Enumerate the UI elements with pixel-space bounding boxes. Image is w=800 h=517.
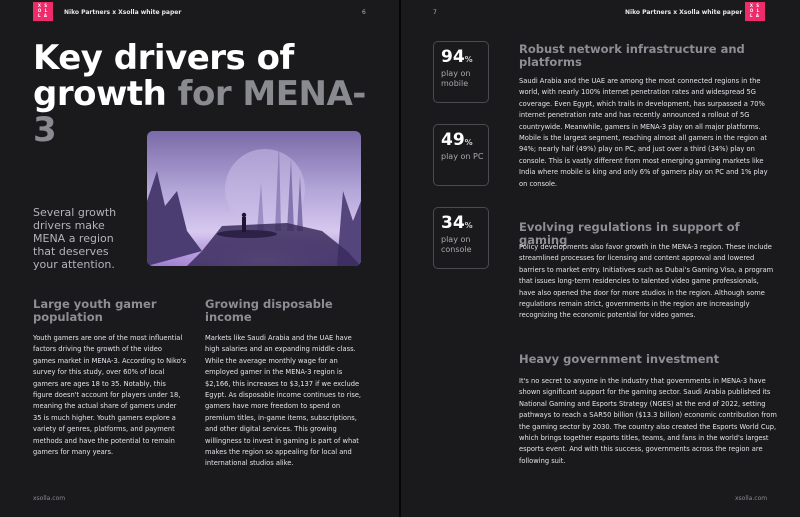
stat-card-console <box>433 207 489 269</box>
page-number: 6 <box>362 9 366 16</box>
section-body: Saudi Arabia and the UAE are among the most connected regions in the world, with nearly 100% internet penetration rates and widespread 5G coverage. Even Egypt, which trails in development, has surpassed a 70% internet penetration rate and has recently announced a rollout of 5G countrywide. Meanwhile, gamers in MENA-3 play on all major platforms. Mobile is the largest segment, reaching almost all gamers in the region at 94%; nearly half (49%) play on PC, and just over a third (34%) play on console. This is vastly different from most emerging gaming markets like India where mobile is king and only 6% of gamers play on PC and 1% play on console. <box>519 77 768 188</box>
logo-text-line: X S <box>749 3 761 8</box>
stat-label: play on PC <box>441 152 484 161</box>
logo-text-line: O L <box>37 8 49 13</box>
logo-text-line: L A <box>749 13 761 18</box>
stat-label: play on mobile <box>441 69 471 88</box>
xsolla-logo <box>33 2 53 21</box>
running-header: Niko Partners x Xsolla white paper <box>64 9 182 16</box>
section-body: Youth gamers are one of the most influential factors driving the growth of the video games market in MENA-3. According to Niko's survey for this study, over 60% of local gamers are ages 18 to 35. Notably, this figure doesn't account for players under 18, meaning the actual share of gamers under 35 is much higher. Youth gamers explore a variety of genres, platforms, and payment methods and have the potential to remain gamers for many years. <box>33 334 187 457</box>
logo-text-line: X S <box>37 3 49 8</box>
stat-unit: % <box>464 221 473 230</box>
lead-paragraph: Several growth drivers make MENA a region that deserves your attention. <box>33 206 117 271</box>
section-heading: Large youth gamer population <box>33 297 157 324</box>
stat-value: 34 <box>441 213 465 233</box>
section-body: Markets like Saudi Arabia and the UAE have high salaries and an expanding middle class. While the average monthly wage for an employed gamer in the MENA-3 region is $2,166, this increases to $3,137 if we exclude Egypt. As disposable income continues to rise, gamers have more freedom to spend on premium titles, in-game items, subscriptions, and other digital services. This growing willingness to invest in gaming is part of what makes the region so appealing for local and international studios alike. <box>205 334 362 468</box>
stat-value: 49 <box>441 130 465 150</box>
logo-text-line: L A <box>37 13 49 18</box>
stat-card-pc <box>433 124 489 186</box>
stat-value: 94 <box>441 47 465 67</box>
title-line-1: Key drivers of <box>33 38 294 78</box>
stat-label: play on console <box>441 235 472 254</box>
logo-text-line: O L <box>749 8 761 13</box>
stat-unit: % <box>464 55 473 64</box>
title-line-2a: growth <box>33 74 167 114</box>
section-heading: Growing disposable income <box>205 297 333 324</box>
stat-card-mobile <box>433 41 489 103</box>
section-heading: Robust network infrastructure and platforms <box>519 42 745 69</box>
left-page <box>0 0 399 517</box>
section-body: Policy developments also favor growth in the MENA-3 region. These include streamlined processes for licensing and content approval and lowered barriers to market entry. Initiatives such as Dubai's Gaming Visa, a program that issues long-term residencies to talented video game professionals, have also opened the door for more studios in the region. Although some regulations remain strict, governments in the region are increasingly recognizing the economic potential for video games. <box>519 243 774 320</box>
section-heading: Heavy government investment <box>519 352 720 366</box>
stat-unit: % <box>464 138 473 147</box>
right-page <box>401 0 800 517</box>
title-line-2b: for MENA-3 <box>33 74 366 150</box>
section-body: It's no secret to anyone in the industry that governments in MENA-3 have shown significant support for the gaming sector. Saudi Arabia published its National Gaming and Esports Strategy (NGES) at the end of 2022, setting pathways to reach a SAR50 billion ($13.3 billion) economic contribution from the gaming sector by 2030. The country also created the Esports World Cup, which brings together esports titles, teams, and fans in the world's largest esports event. And with this success, governments across the region are following suit. <box>519 377 777 465</box>
section-heading: Evolving regulations in support of gaming <box>519 220 740 247</box>
futuristic-city-image <box>147 131 361 266</box>
footer-link[interactable]: xsolla.com <box>33 495 66 502</box>
footer-link[interactable]: xsolla.com <box>735 495 768 502</box>
xsolla-logo <box>745 2 765 21</box>
running-header: Niko Partners x Xsolla white paper <box>625 9 743 16</box>
page-number: 7 <box>433 9 437 16</box>
hero-illustration <box>147 131 361 266</box>
